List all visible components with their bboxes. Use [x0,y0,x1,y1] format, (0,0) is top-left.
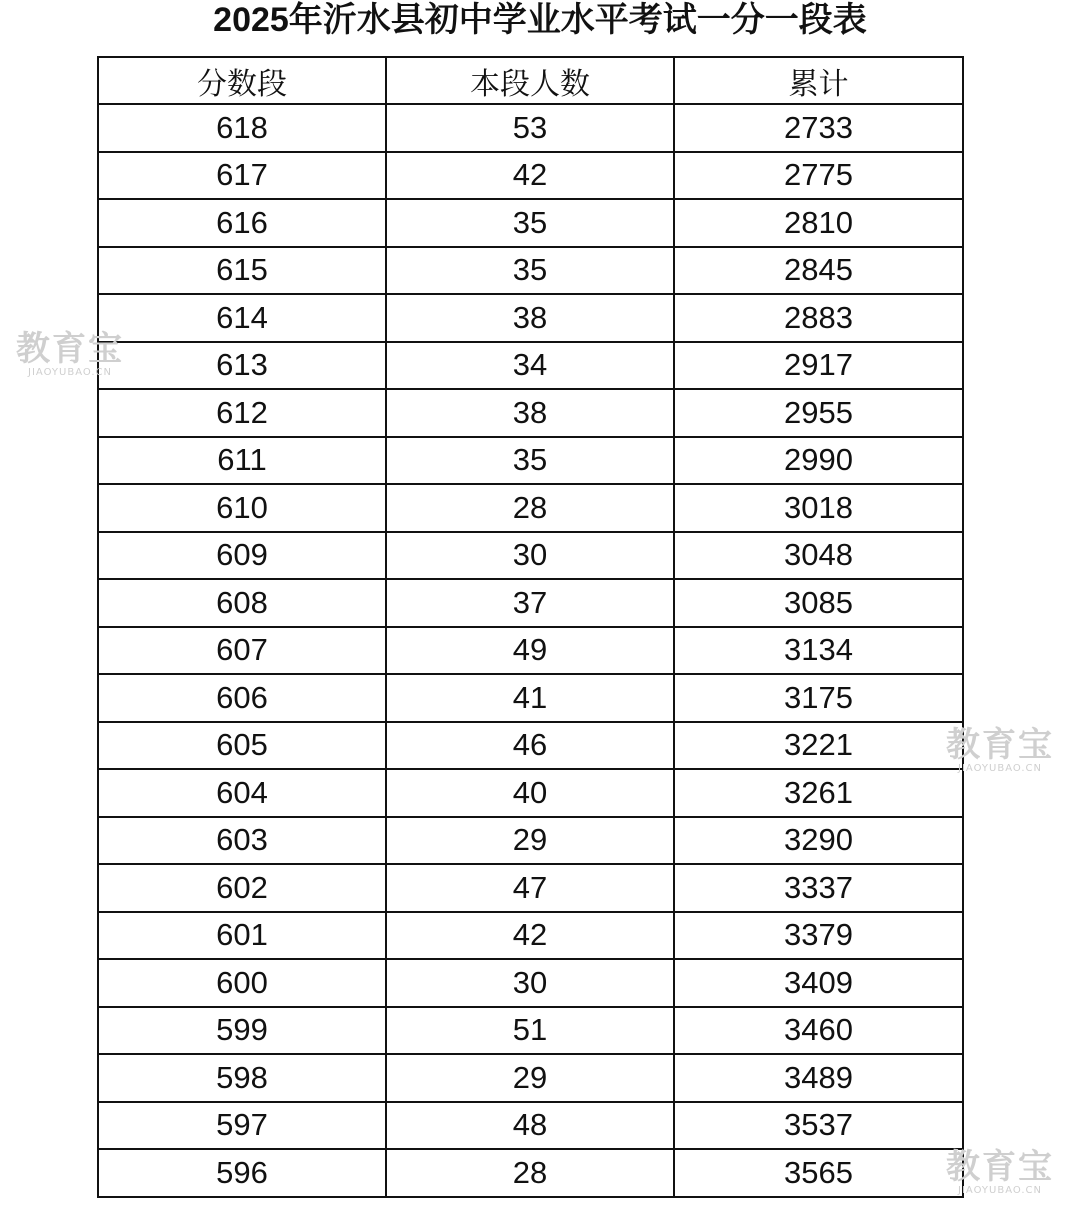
cell-count: 38 [386,389,674,437]
cell-cumulative: 2733 [674,104,963,152]
cell-count: 28 [386,1149,674,1197]
table-body [98,104,963,1197]
cell-count: 42 [386,152,674,200]
cell-score: 609 [98,532,386,580]
cell-cumulative: 2917 [674,342,963,390]
cell-count: 48 [386,1102,674,1150]
cell-cumulative: 3565 [674,1149,963,1197]
cell-count: 51 [386,1007,674,1055]
cell-count: 42 [386,912,674,960]
page-title: 2025年沂水县初中学业水平考试一分一段表 [213,1,867,39]
table-row [98,1054,963,1102]
cell-cumulative: 2810 [674,199,963,247]
cell-cumulative: 3048 [674,532,963,580]
cell-score: 596 [98,1149,386,1197]
cell-cumulative: 3489 [674,1054,963,1102]
cell-count: 46 [386,722,674,770]
cell-count: 30 [386,532,674,580]
cell-score: 601 [98,912,386,960]
watermark-text: 教育宝 [16,329,124,369]
watermark-domain: JIAOYUBAO.CN [958,763,1042,774]
cell-score: 613 [98,342,386,390]
cell-count: 29 [386,817,674,865]
table-row [98,817,963,865]
cell-cumulative: 3537 [674,1102,963,1150]
table-row [98,389,963,437]
cell-count: 47 [386,864,674,912]
score-table [97,56,964,1198]
cell-cumulative: 2883 [674,294,963,342]
cell-count: 49 [386,627,674,675]
cell-count: 41 [386,674,674,722]
header-segment-count: 本段人数 [386,57,674,104]
header-score-range: 分数段 [98,57,386,104]
header-cumulative: 累计 [674,57,963,104]
table-row [98,674,963,722]
watermark-domain: JIAOYUBAO.CN [28,367,112,378]
cell-cumulative: 3018 [674,484,963,532]
cell-count: 53 [386,104,674,152]
table-row [98,579,963,627]
cell-cumulative: 2845 [674,247,963,295]
cell-score: 611 [98,437,386,485]
cell-score: 614 [98,294,386,342]
cell-count: 37 [386,579,674,627]
table-row [98,104,963,152]
table-row [98,532,963,580]
cell-score: 605 [98,722,386,770]
table-row [98,959,963,1007]
table-row [98,1007,963,1055]
cell-count: 38 [386,294,674,342]
cell-cumulative: 2990 [674,437,963,485]
table-row [98,627,963,675]
cell-score: 598 [98,1054,386,1102]
cell-cumulative: 2775 [674,152,963,200]
cell-score: 603 [98,817,386,865]
watermark-domain: JIAOYUBAO.CN [958,1185,1042,1196]
cell-score: 607 [98,627,386,675]
table-row [98,199,963,247]
table-row [98,247,963,295]
cell-score: 597 [98,1102,386,1150]
cell-count: 35 [386,199,674,247]
cell-score: 600 [98,959,386,1007]
cell-cumulative: 3290 [674,817,963,865]
cell-score: 608 [98,579,386,627]
cell-count: 35 [386,437,674,485]
cell-score: 604 [98,769,386,817]
table-row [98,1149,963,1197]
cell-cumulative: 3337 [674,864,963,912]
cell-cumulative: 3379 [674,912,963,960]
cell-score: 617 [98,152,386,200]
watermark-text: 教育宝 [946,725,1054,765]
cell-cumulative: 3261 [674,769,963,817]
cell-count: 29 [386,1054,674,1102]
cell-score: 618 [98,104,386,152]
table-header-row [98,57,963,104]
cell-count: 35 [386,247,674,295]
cell-score: 602 [98,864,386,912]
table-row [98,864,963,912]
cell-count: 34 [386,342,674,390]
table-row [98,484,963,532]
cell-count: 28 [386,484,674,532]
cell-score: 599 [98,1007,386,1055]
cell-cumulative: 3134 [674,627,963,675]
table-row [98,294,963,342]
cell-score: 616 [98,199,386,247]
cell-cumulative: 2955 [674,389,963,437]
cell-cumulative: 3175 [674,674,963,722]
table-row [98,769,963,817]
cell-cumulative: 3460 [674,1007,963,1055]
cell-score: 615 [98,247,386,295]
cell-score: 610 [98,484,386,532]
watermark-text: 教育宝 [946,1147,1054,1187]
cell-cumulative: 3409 [674,959,963,1007]
table-row [98,912,963,960]
table-row [98,437,963,485]
cell-cumulative: 3085 [674,579,963,627]
cell-score: 612 [98,389,386,437]
cell-count: 30 [386,959,674,1007]
table-row [98,1102,963,1150]
table-row [98,152,963,200]
cell-count: 40 [386,769,674,817]
cell-cumulative: 3221 [674,722,963,770]
table-row [98,342,963,390]
table-row [98,722,963,770]
cell-score: 606 [98,674,386,722]
